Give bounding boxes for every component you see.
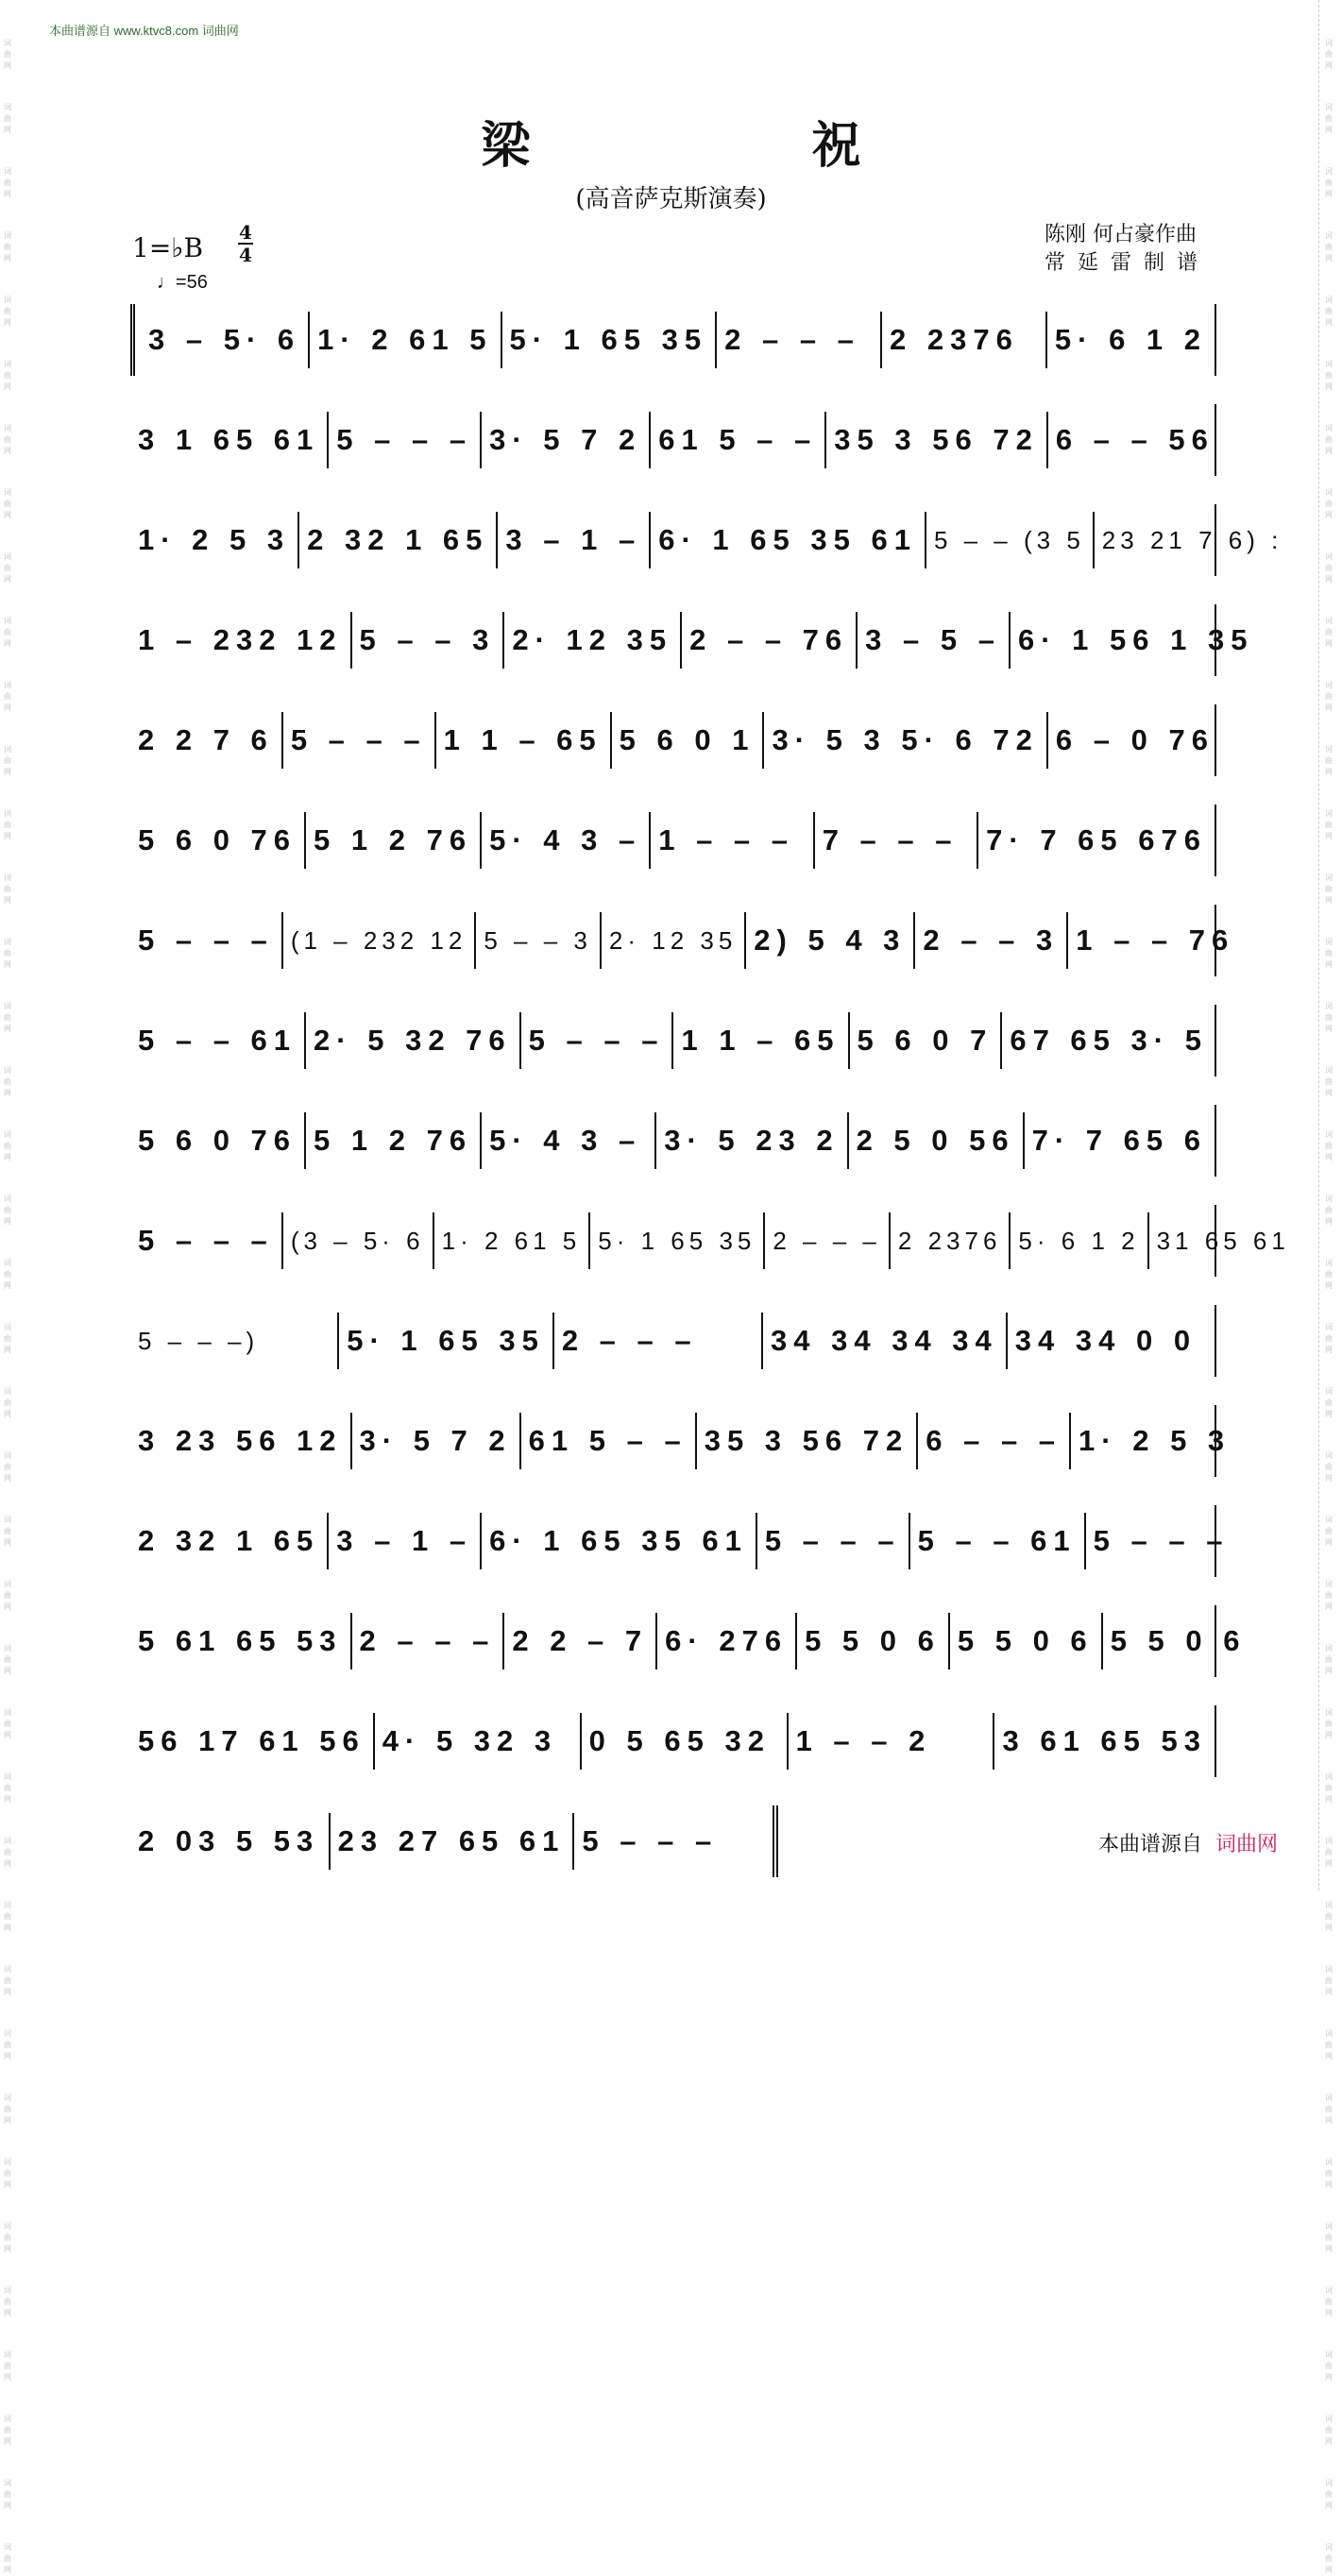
score-line xyxy=(130,1505,1230,1577)
measure: 1 – – 76 xyxy=(1076,924,1235,957)
measure: 5 – – – xyxy=(582,1824,719,1857)
side-watermark-text: 词曲网 xyxy=(1325,2222,1333,2253)
side-watermark-text: 词曲网 xyxy=(4,938,11,969)
measure: 3 61 65 53 xyxy=(1002,1724,1208,1757)
score-line xyxy=(130,1105,1216,1177)
side-watermark-text: 词曲网 xyxy=(1325,1259,1333,1290)
measure: 5 – – – xyxy=(521,1012,674,1069)
measure: 6 – 0 76 xyxy=(1055,723,1215,756)
measure: 2 – – 76 xyxy=(682,612,858,669)
side-watermark-text: 词曲网 xyxy=(4,1516,11,1547)
measure: 2· 5 32 76 xyxy=(306,1012,521,1069)
side-watermark-text: 词曲网 xyxy=(1325,360,1333,391)
measure: 3 – 5 – xyxy=(858,612,1011,669)
score-line xyxy=(130,404,1216,476)
measure: 2· 12 35 xyxy=(504,612,682,669)
side-watermark-text: 词曲网 xyxy=(4,2543,11,2574)
footer-brand[interactable]: 词曲网 xyxy=(1215,1833,1278,1856)
score-line xyxy=(130,1405,1232,1477)
measure: 23 21 7 6) : xyxy=(1101,525,1283,554)
side-watermark-text: 词曲网 xyxy=(4,681,11,712)
measure: 6· 1 65 35 61 xyxy=(651,512,926,568)
time-bottom: 4 xyxy=(239,244,252,266)
side-watermark-text: 词曲网 xyxy=(1325,296,1333,327)
score-line xyxy=(130,905,1235,976)
score-line xyxy=(130,1305,1216,1377)
credits xyxy=(1045,221,1210,278)
measure: 31 65 61 xyxy=(1156,1226,1290,1255)
measure: 5· 1 65 35 xyxy=(590,1212,765,1269)
measure: 2 – – – xyxy=(717,312,882,368)
time-signature xyxy=(238,223,253,264)
measure: 3· 5 7 2 xyxy=(482,412,651,468)
measure: 0 5 65 32 xyxy=(582,1713,789,1770)
measure: 2 32 1 65 xyxy=(299,512,498,568)
side-watermark-text: 词曲网 xyxy=(4,1965,11,1996)
measure: 5 1 2 76 xyxy=(306,1112,482,1169)
measure: 5 – – – xyxy=(757,1513,910,1569)
side-watermark-text: 词曲网 xyxy=(1325,103,1333,134)
side-watermark-text: 词曲网 xyxy=(4,39,11,70)
side-watermark-text: 词曲网 xyxy=(1325,1387,1333,1418)
measure: 3 – 1 – xyxy=(329,1513,482,1569)
side-watermark-text: 词曲网 xyxy=(4,617,11,648)
side-watermark-text: 词曲网 xyxy=(4,1002,11,1033)
measure: 5 – – – xyxy=(329,412,482,468)
measure: 1· 2 61 5 xyxy=(310,312,501,368)
side-watermark-text: 词曲网 xyxy=(4,552,11,584)
measure: 5 – – – xyxy=(1093,1524,1230,1557)
score-line xyxy=(130,1005,1216,1076)
side-watermark-text: 词曲网 xyxy=(1325,1965,1333,1996)
measure: 5· 6 1 2 xyxy=(1054,323,1208,356)
side-watermark-text: 词曲网 xyxy=(1325,809,1333,840)
side-watermark-text: 词曲网 xyxy=(4,1451,11,1483)
side-watermark-text: 词曲网 xyxy=(1325,488,1333,519)
side-watermark-text: 词曲网 xyxy=(1325,745,1333,776)
side-watermark-text: 词曲网 xyxy=(1325,2029,1333,2060)
song-title: 梁 祝 xyxy=(481,117,994,175)
side-watermark-text: 词曲网 xyxy=(4,103,11,134)
side-watermark-text: 词曲网 xyxy=(4,360,11,391)
measure: 5· 1 65 35 xyxy=(339,1313,554,1369)
side-watermark-text: 词曲网 xyxy=(4,167,11,198)
measure: 2 2 7 6 xyxy=(130,712,283,769)
side-watermark-text: 词曲网 xyxy=(1325,2286,1333,2317)
side-watermark-text: 词曲网 xyxy=(1325,1323,1333,1354)
measure: 7· 7 65 676 xyxy=(986,823,1208,856)
measure: 7· 7 65 6 xyxy=(1031,1124,1207,1157)
side-watermark-text: 词曲网 xyxy=(1325,1516,1333,1547)
side-watermark-left xyxy=(4,38,17,2576)
measure: (3 – 5· 6 xyxy=(283,1212,434,1269)
measure: 7 – – – xyxy=(815,812,978,869)
side-watermark-text: 词曲网 xyxy=(1325,1451,1333,1483)
side-watermark-text: 词曲网 xyxy=(1325,1195,1333,1226)
measure: 5 5 0 6 xyxy=(797,1613,950,1669)
side-watermark-text: 词曲网 xyxy=(1325,1066,1333,1097)
measure: 61 5 – – xyxy=(521,1413,697,1469)
side-watermark-text: 词曲网 xyxy=(4,1195,11,1226)
measure: 6· 276 xyxy=(657,1613,797,1669)
measure: 2) 5 4 3 xyxy=(746,912,915,969)
measure: 5· 4 3 – xyxy=(482,1112,656,1169)
measure: 6 – – 56 xyxy=(1055,423,1215,456)
measure: 5 6 0 76 xyxy=(130,812,306,869)
side-watermark-text: 词曲网 xyxy=(1325,938,1333,969)
score-line xyxy=(130,1605,1247,1677)
measure: 5 5 0 6 xyxy=(950,1613,1103,1669)
measure: 6· 1 65 35 61 xyxy=(482,1513,757,1569)
side-watermark-text: 词曲网 xyxy=(1325,424,1333,455)
measure: 3 – 5· 6 xyxy=(141,312,310,368)
measure: 5 – – 61 xyxy=(910,1513,1086,1569)
measure: 35 3 56 72 xyxy=(697,1413,919,1469)
measure: 1· 2 5 3 xyxy=(1079,1424,1232,1457)
measure: 5 – – 3 xyxy=(476,912,602,969)
side-watermark-text: 词曲网 xyxy=(4,296,11,327)
measure: 5 5 0 6 xyxy=(1110,1624,1247,1657)
measure: 5 – – – xyxy=(130,912,283,969)
measure: 2 2376 xyxy=(891,1212,1011,1269)
measure: 3 1 65 61 xyxy=(130,412,329,468)
measure: 1· 2 61 5 xyxy=(434,1212,591,1269)
score-line xyxy=(130,604,1254,676)
measure: 6· 1 56 1 35 xyxy=(1017,623,1254,656)
measure: 5 – – (3 5 xyxy=(926,512,1095,568)
side-watermark-text: 词曲网 xyxy=(4,809,11,840)
measure: 5 6 0 76 xyxy=(130,1112,306,1169)
side-watermark-text: 词曲网 xyxy=(4,1708,11,1739)
side-watermark-text: 词曲网 xyxy=(4,1772,11,1804)
side-watermark-text: 词曲网 xyxy=(1325,1772,1333,1804)
measure: 1 1 – 65 xyxy=(673,1012,849,1069)
side-watermark-text: 词曲网 xyxy=(1325,1837,1333,1868)
side-watermark-text: 词曲网 xyxy=(4,1837,11,1868)
side-watermark-text: 词曲网 xyxy=(1325,681,1333,712)
score-line xyxy=(130,1705,1216,1777)
side-watermark-right xyxy=(1325,38,1338,2576)
measure: 2 32 1 65 xyxy=(130,1513,329,1569)
side-watermark-text: 词曲网 xyxy=(4,1130,11,1161)
side-watermark-text: 词曲网 xyxy=(1325,1901,1333,1932)
measure: 5 6 0 7 xyxy=(850,1012,1003,1069)
measure: 67 65 3· 5 xyxy=(1010,1024,1208,1057)
measure: 5 6 0 1 xyxy=(612,712,765,769)
side-watermark-text: 词曲网 xyxy=(4,2479,11,2510)
score-line xyxy=(130,805,1216,876)
side-watermark-text: 词曲网 xyxy=(4,2029,11,2060)
measure: 2 2 – 7 xyxy=(504,1613,657,1669)
measure: 5· 1 65 35 xyxy=(502,312,718,368)
measure: 5 61 65 53 xyxy=(130,1613,352,1669)
measure: 34 34 0 0 xyxy=(1014,1324,1198,1357)
side-watermark-text: 词曲网 xyxy=(1325,231,1333,263)
measure: 2 – – 3 xyxy=(915,912,1068,969)
measure: 23 27 65 61 xyxy=(331,1813,575,1870)
measure: 3· 5 23 2 xyxy=(656,1112,848,1169)
measure: 5 – – –) xyxy=(130,1313,339,1369)
side-watermark-text: 词曲网 xyxy=(1325,1580,1333,1611)
side-watermark-text: 词曲网 xyxy=(4,2350,11,2381)
measure: 2 – – – xyxy=(352,1613,505,1669)
measure: 3 – 1 – xyxy=(498,512,651,568)
measure: 2 – – – xyxy=(765,1212,891,1269)
side-watermark-text: 词曲网 xyxy=(1325,1708,1333,1739)
measure: 5 – – – xyxy=(283,712,436,769)
side-watermark-text: 词曲网 xyxy=(4,231,11,263)
side-watermark-text: 词曲网 xyxy=(1325,39,1333,70)
tempo-marking: ♩=56 xyxy=(157,272,208,293)
side-watermark-text: 词曲网 xyxy=(4,2222,11,2253)
measure: 1 1 – 65 xyxy=(436,712,612,769)
measure: 61 5 – – xyxy=(651,412,826,468)
measure: 2 2376 xyxy=(882,312,1047,368)
measure: 3· 5 7 2 xyxy=(352,1413,521,1469)
side-watermark-text: 词曲网 xyxy=(1325,1644,1333,1675)
footer-source: 本曲谱源自 xyxy=(1097,1833,1202,1856)
measure: 34 34 34 34 xyxy=(763,1313,1008,1369)
measure: 4· 5 32 3 xyxy=(375,1713,582,1770)
side-watermark-text: 词曲网 xyxy=(4,1259,11,1290)
measure: 2 03 5 53 xyxy=(130,1813,331,1870)
measure: 56 17 61 56 xyxy=(130,1713,375,1770)
side-watermark-text: 词曲网 xyxy=(1325,1130,1333,1161)
side-watermark-text: 词曲网 xyxy=(1325,617,1333,648)
side-watermark-text: 词曲网 xyxy=(4,1901,11,1932)
measure: 5 – – – xyxy=(130,1212,283,1269)
side-watermark-text: 词曲网 xyxy=(1325,2350,1333,2381)
measure: 1 – – 2 xyxy=(789,1713,995,1770)
side-watermark-text: 词曲网 xyxy=(4,1066,11,1097)
score-line xyxy=(130,1805,778,1877)
measure: 1· 2 5 3 xyxy=(130,512,299,568)
side-watermark-text: 词曲网 xyxy=(4,2093,11,2125)
side-watermark-text: 词曲网 xyxy=(1325,2479,1333,2510)
score-line xyxy=(130,704,1216,776)
side-watermark-text: 词曲网 xyxy=(1325,2543,1333,2574)
side-watermark-text: 词曲网 xyxy=(4,745,11,776)
side-watermark-text: 词曲网 xyxy=(4,488,11,519)
side-watermark-text: 词曲网 xyxy=(1325,2415,1333,2446)
measure: 6 – – – xyxy=(918,1413,1071,1469)
measure: 5· 6 1 2 xyxy=(1011,1212,1148,1269)
measure: 2 – – – xyxy=(554,1313,763,1369)
measure: 3 23 56 12 xyxy=(130,1413,352,1469)
side-watermark-text: 词曲网 xyxy=(4,2415,11,2446)
side-watermark-text: 词曲网 xyxy=(1325,2158,1333,2189)
page-border xyxy=(1318,0,1319,1890)
side-watermark-text: 词曲网 xyxy=(4,873,11,905)
side-watermark-text: 词曲网 xyxy=(4,424,11,455)
side-watermark-text: 词曲网 xyxy=(4,2158,11,2189)
score-line xyxy=(130,504,1283,576)
side-watermark-text: 词曲网 xyxy=(1325,167,1333,198)
source-note: 本曲谱源自 www.ktvc8.com 词曲网 xyxy=(49,24,239,38)
score-line xyxy=(130,304,1216,376)
measure: 5 – – 3 xyxy=(352,612,505,669)
key-signature: 1=♭B xyxy=(132,232,204,263)
side-watermark-text: 词曲网 xyxy=(1325,552,1333,584)
composer: 陈刚 何占豪作曲 xyxy=(1044,223,1197,246)
song-subtitle: (高音萨克斯演奏) xyxy=(575,185,767,213)
side-watermark-text: 词曲网 xyxy=(1325,873,1333,905)
side-watermark-text: 词曲网 xyxy=(4,1644,11,1675)
side-watermark-text: 词曲网 xyxy=(4,1323,11,1354)
measure: 5· 4 3 – xyxy=(482,812,651,869)
measure: 2 5 0 56 xyxy=(849,1112,1025,1169)
measure: 5 1 2 76 xyxy=(306,812,482,869)
side-watermark-text: 词曲网 xyxy=(1325,2093,1333,2125)
measure: 1 – – – xyxy=(651,812,814,869)
side-watermark-text: 词曲网 xyxy=(4,1387,11,1418)
measure: 5 – – 61 xyxy=(130,1012,306,1069)
measure: (1 – 232 12 xyxy=(283,912,477,969)
side-watermark-text: 词曲网 xyxy=(4,1580,11,1611)
measure: 35 3 56 72 xyxy=(826,412,1048,468)
side-watermark-text: 词曲网 xyxy=(4,2286,11,2317)
score-line xyxy=(130,1205,1290,1277)
measure: 1 – 232 12 xyxy=(130,612,352,669)
transcriber: 常延雷制谱 xyxy=(1044,251,1210,275)
measure: 3· 5 3 5· 6 72 xyxy=(764,712,1047,769)
side-watermark-text: 词曲网 xyxy=(1325,1002,1333,1033)
measure: 2· 12 35 xyxy=(602,912,746,969)
footer xyxy=(1098,1828,1278,1857)
time-top: 4 xyxy=(239,221,252,244)
